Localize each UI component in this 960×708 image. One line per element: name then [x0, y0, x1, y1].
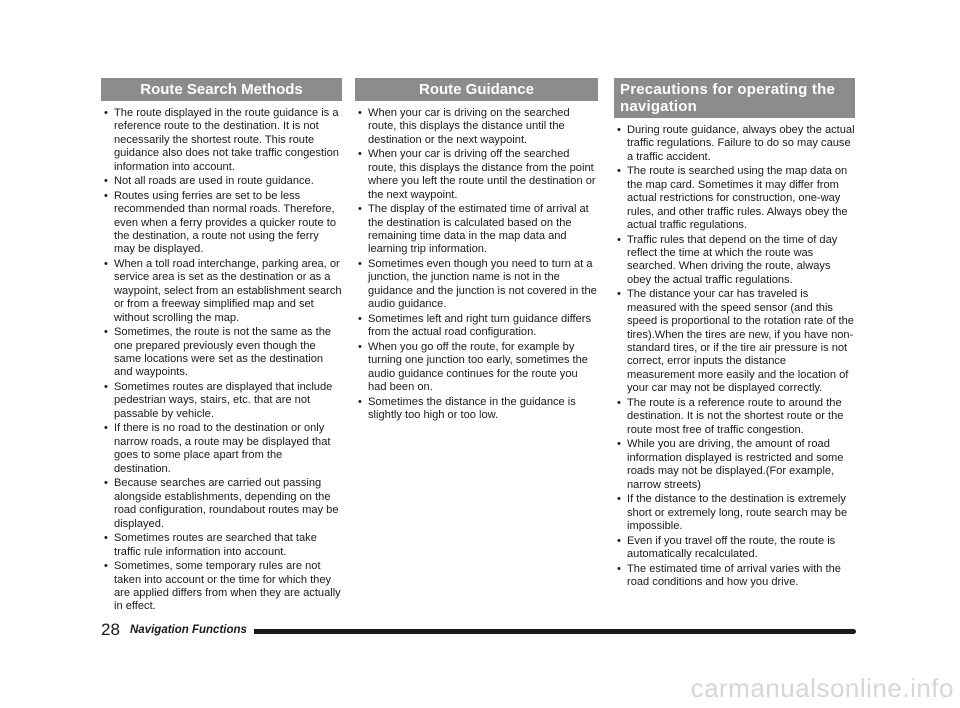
list-item: • When your car is driving off the searched route, this displays the distance from the point where you left the route until the destination or the next waypoint. [355, 148, 598, 202]
page-number: 28 [101, 620, 120, 639]
bullet-list [355, 107, 598, 422]
footer-title: Navigation Functions [130, 624, 247, 636]
list-item: • Sometimes even though you need to turn at a junction, the junction name is not in the guidance and the junction is not covered in the audio guidance. [355, 258, 598, 312]
list-item: • Sometimes routes are searched that take traffic rule information into account. [101, 532, 342, 559]
section-route-search-methods [101, 78, 342, 615]
page-footer [101, 620, 856, 640]
list-item: • The estimated time of arrival varies with the road conditions and how you drive. [614, 563, 855, 590]
list-item: • If there is no road to the destination or only narrow roads, a route may be displayed that goes to some place apart from the destination. [101, 422, 342, 476]
list-item: • The route displayed in the route guidance is a reference route to the destination. It is not necessarily the shortest route. This route guidance also does not take traffic congestion information into account. [101, 107, 342, 174]
list-item: • When your car is driving on the searched route, this displays the distance until the destination or the next waypoint. [355, 107, 598, 147]
list-item: • When you go off the route, for example by turning one junction too early, sometimes the audio guidance continues for the route you had been on. [355, 341, 598, 395]
list-item: • Not all roads are used in route guidance. [101, 175, 342, 188]
list-item: • When a toll road interchange, parking area, or service area is set as the destination or as a waypoint, select from an establishment search or from a freeway simplified map and set without scrolling the map. [101, 258, 342, 325]
list-item: • Sometimes the distance in the guidance is slightly too high or too low. [355, 396, 598, 423]
list-item: • Sometimes, some temporary rules are not taken into account or the time for which they are applied differs from when they are actually in effect. [101, 560, 342, 614]
list-item: • If the distance to the destination is extremely short or extremely long, route search may be impossible. [614, 493, 855, 533]
list-item: • Traffic rules that depend on the time of day reflect the time at which the route was searched. When driving the route, always obey the actual traffic regulations. [614, 234, 855, 288]
list-item: • The route is a reference route to around the destination. It is not the shortest route or the route most free of traffic congestion. [614, 397, 855, 437]
section-heading: Route Search Methods [101, 78, 342, 101]
list-item: • The route is searched using the map data on the map card. Sometimes it may differ from actual restrictions for construction, one-way rules, and other traffic rules. Always obey the actual traffic regulations. [614, 165, 855, 232]
section-precautions [614, 78, 855, 591]
section-route-guidance [355, 78, 598, 424]
list-item: • While you are driving, the amount of road information displayed is restricted and some roads may not be displayed.(For example, narrow streets) [614, 438, 855, 492]
list-item: • The display of the estimated time of arrival at the destination is calculated based on the remaining time data in the map data and learning trip information. [355, 203, 598, 257]
list-item: • Sometimes, the route is not the same as the one prepared previously even though the same locations were set as the destination and waypoints. [101, 326, 342, 380]
list-item: • The distance your car has traveled is measured with the speed sensor (and this speed is proportional to the rotation rate of the tires).When the tires are new, if you have non-standard tires, or if the tire air pressure is not correct, error inputs the distance measurement more easily and the location of your car may not be displayed correctly. [614, 288, 855, 395]
list-item: • Because searches are carried out passing alongside establishments, depending on the road configuration, roundabout routes may be displayed. [101, 477, 342, 531]
list-item: • Routes using ferries are set to be less recommended than normal roads. Therefore, even when a ferry provides a quicker route to the destination, a route not using the ferry may be displayed. [101, 190, 342, 257]
list-item: • During route guidance, always obey the actual traffic regulations. Failure to do so may cause a traffic accident. [614, 124, 855, 164]
list-item: • Sometimes routes are displayed that include pedestrian ways, stairs, etc. that are not passable by vehicle. [101, 381, 342, 421]
bullet-list [101, 107, 342, 614]
section-heading: Route Guidance [355, 78, 598, 101]
list-item: • Even if you travel off the route, the route is automatically recalculated. [614, 535, 855, 562]
bullet-list [614, 124, 855, 589]
watermark: carmanualsonline.info [690, 673, 954, 703]
footer-rule [254, 629, 856, 634]
section-heading: Precautions for operating the navigation [614, 78, 855, 118]
list-item: • Sometimes left and right turn guidance differs from the actual road configuration. [355, 313, 598, 340]
